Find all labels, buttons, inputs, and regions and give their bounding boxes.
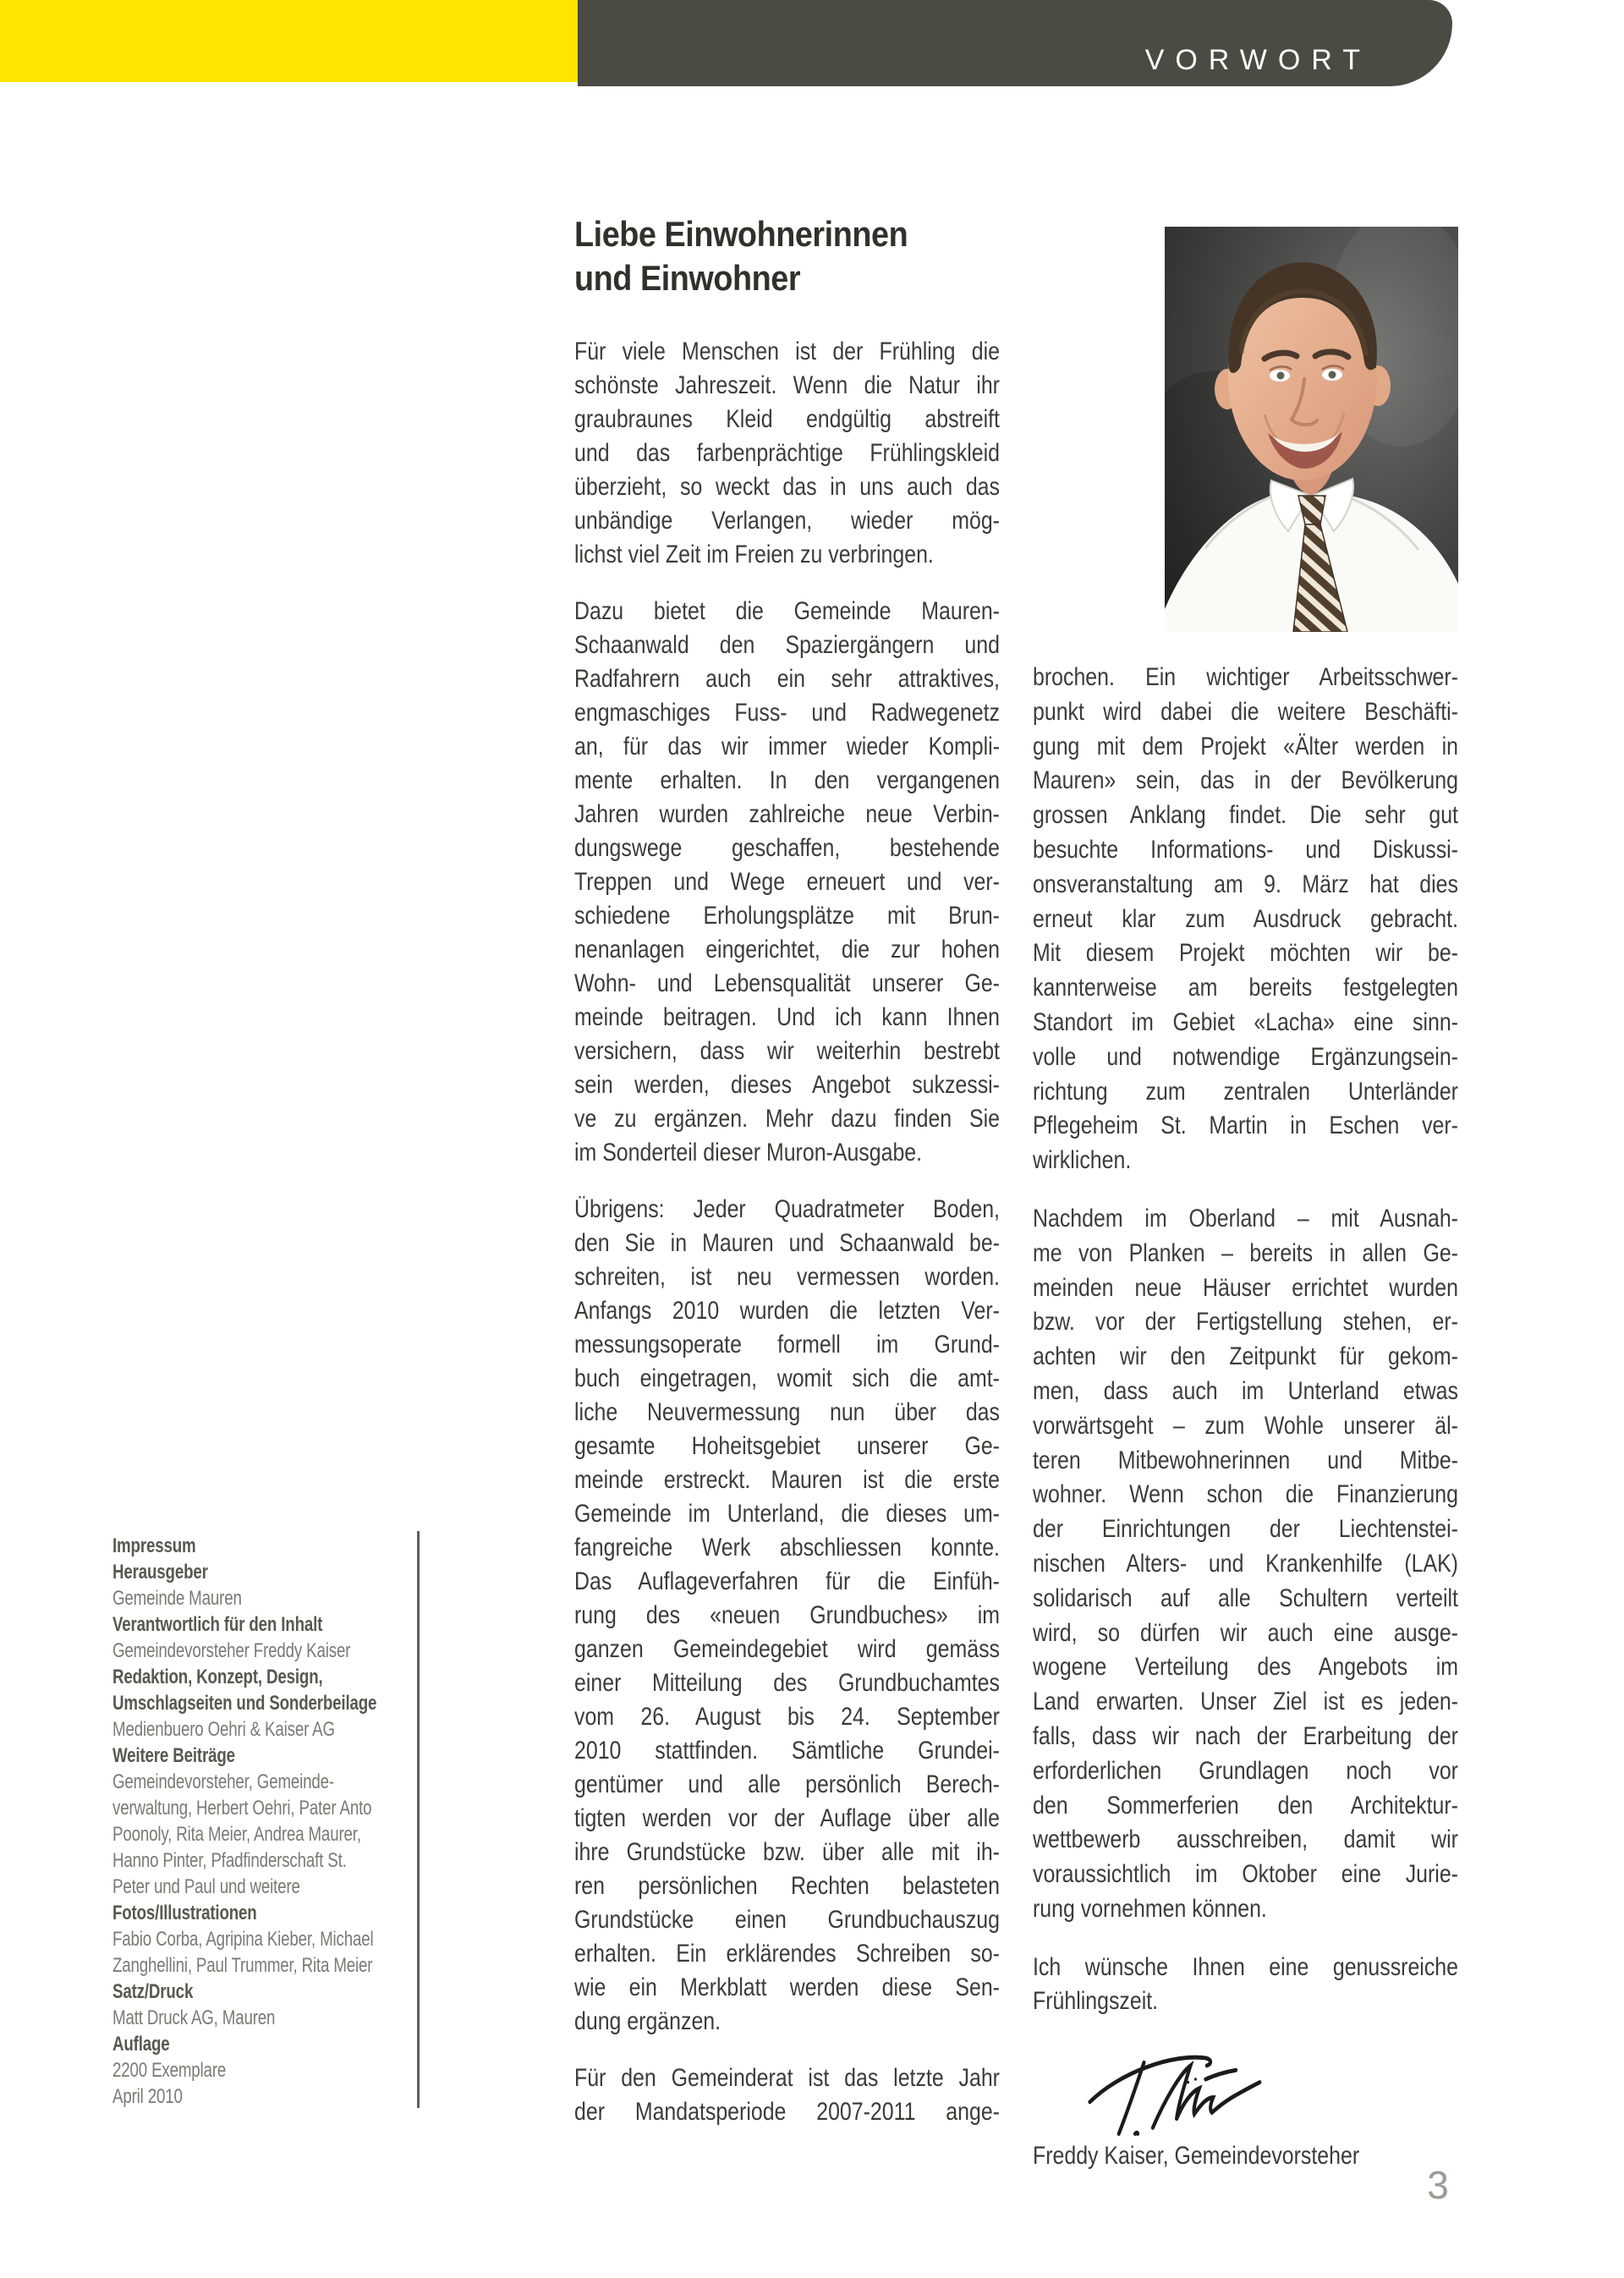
text-line: einer Mitteilung des Grundbuchamtes [574,1669,1000,1697]
impressum-label: Umschlagseiten und Sonderbeilage [112,1692,377,1715]
page-title-line-1: Liebe Einwohnerinnen [574,214,908,254]
text-line: meinde beitragen. Und ich kann Ihnen [574,1003,1000,1031]
impressum-label: Fotos/Illustrationen [112,1902,257,1924]
paragraph [574,1193,1000,2039]
signature-icon [1082,2043,1271,2138]
impressum-label: Satz/Druck [112,1980,194,2003]
text-line: gentümer und alle persönlich Berech- [574,1770,1000,1798]
text-line: dung ergänzen. [574,2007,721,2035]
byline: Freddy Kaiser, Gemeindevorsteher [1033,2142,1360,2171]
impressum-value: Peter und Paul und weitere [112,1875,300,1898]
text-line: richtung zum zentralen Unterländer [1033,1077,1458,1106]
text-line: Für den Gemeinderat ist das letzte Jahr [574,2064,1000,2092]
text-line: falls, dass wir nach der Erarbeitung der [1033,1721,1458,1750]
text-line: fangreiche Werk abschliessen konnte. [574,1534,1000,1562]
text-line: Anfangs 2010 wurden die letzten Ver- [574,1297,1000,1325]
impressum-value: Gemeindevorsteher Freddy Kaiser [112,1639,351,1662]
text-line: 2010 stattfinden. Sämtliche Grundei- [574,1737,1000,1765]
impressum-label: Verantwortlich für den Inhalt [112,1613,323,1636]
text-line: Gemeinde im Unterland, die dieses um- [574,1500,1000,1528]
text-line: ve zu ergänzen. Mehr dazu finden Sie [574,1105,1000,1133]
text-line: und das farbenprächtige Frühlingskleid [574,439,1000,467]
article-column-middle [574,335,1000,2152]
text-line: vom 26. August bis 24. September [574,1703,1000,1731]
text-line: liche Neuvermessung nun über das [574,1398,1000,1426]
impressum-label: Auflage [112,2033,170,2056]
page-title-line-2: und Einwohner [574,258,801,298]
impressum-label: Herausgeber [112,1561,208,1584]
text-line: besuchte Informations- und Diskussi- [1033,835,1458,864]
text-line: im Sonderteil dieser Muron-Ausgabe. [574,1139,923,1166]
text-line: schiedene Erholungsplätze mit Brun- [574,902,1000,930]
text-line: brochen. Ein wichtiger Arbeitsschwer- [1033,663,1458,691]
text-line: meinde erstreckt. Mauren ist die erste [574,1466,1000,1494]
page-title [574,212,908,300]
signature [1082,2043,1458,2138]
text-line: wirklichen. [1033,1146,1132,1175]
portrait-photo-illustration [1165,227,1458,632]
impressum-value: 2200 Exemplare [112,2059,227,2082]
text-line: wie ein Merkblatt werden diese Sen- [574,1973,1000,2001]
text-line: teren Mitbewohnerinnen und Mitbe- [1033,1446,1458,1474]
text-line: vorwärtsgeht – zum Wohle unserer äl- [1033,1411,1458,1440]
text-line: versichern, dass wir weiterhin bestrebt [574,1037,1000,1065]
article-column-right-paragraphs [1033,661,1458,2019]
section-header-bar [578,0,1452,86]
text-line: Radfahrern auch ein sehr attraktives, [574,665,1000,693]
text-line: der Einrichtungen der Liechtenstei- [1033,1515,1458,1544]
text-line: bzw. vor der Fertigstellung stehen, er- [1033,1308,1458,1337]
text-line: gesamte Hoheitsgebiet unserer Ge- [574,1432,1000,1460]
text-line: Frühlingszeit. [1033,1987,1159,2016]
text-line: ren persönlichen Rechten belasteten [574,1872,1000,1900]
text-line: nenanlagen eingerichtet, die zur hohen [574,936,1000,963]
impressum-value: verwaltung, Herbert Oehri, Pater Anto [112,1797,372,1820]
paragraph [574,335,1000,572]
text-line: schönste Jahreszeit. Wenn die Natur ihr [574,371,1000,399]
text-line: erneut klar zum Ausdruck gebracht. [1033,904,1458,933]
text-line: kannterweise am bereits festgelegten [1033,974,1458,1002]
text-line: Nachdem im Oberland – mit Ausnah- [1033,1204,1458,1232]
text-line: rung vornehmen können. [1033,1894,1267,1923]
yellow-accent-block [0,0,578,82]
article-column-right [1033,661,1458,2174]
impressum-value: Hanno Pinter, Pfadfinderschaft St. [112,1849,347,1872]
text-line: lichst viel Zeit im Freien zu verbringen. [574,541,934,568]
text-line: der Mandatsperiode 2007-2011 ange- [574,2098,1000,2126]
text-line: punkt wird dabei die weitere Beschäfti- [1033,697,1458,726]
text-line: Wohn- und Lebensqualität unserer Ge- [574,969,1000,997]
text-line: an, für das wir immer wieder Kompli- [574,733,1000,760]
text-line: engmaschiges Fuss- und Radwegenetz [574,699,1000,727]
impressum-value: Zanghellini, Paul Trummer, Rita Meier [112,1954,373,1977]
paragraph [1033,661,1458,1178]
text-line: ganzen Gemeindegebiet wird gemäss [574,1635,1000,1663]
text-line: Ich wünsche Ihnen eine genussreiche [1033,1952,1458,1981]
impressum-value: Fabio Corba, Agripina Kieber, Michael [112,1928,374,1951]
section-title: VORWORT [1144,44,1371,76]
text-line: ihre Grundstücke bzw. über alle mit ih- [574,1838,1000,1866]
impressum-value: Medienbuero Oehri & Kaiser AG [112,1718,335,1741]
text-line: den Sie in Mauren und Schaanwald be- [574,1229,1000,1257]
impressum-divider-line [417,1531,420,2108]
text-line: onsveranstaltung am 9. März hat dies [1033,870,1458,898]
text-line: grossen Anklang findet. Die sehr gut [1033,801,1458,830]
text-line: wird, so dürfen wir auch eine ausge- [1033,1618,1458,1647]
text-line: Treppen und Wege erneuert und ver- [574,868,1000,896]
impressum-value: Matt Druck AG, Mauren [112,2006,276,2029]
text-line: Das Auflageverfahren für die Einfüh- [574,1567,1000,1595]
text-line: me von Planken – bereits in allen Ge- [1033,1238,1458,1267]
text-line: unbändige Verlangen, wieder mög- [574,507,1000,535]
text-line: Für viele Menschen ist der Frühling die [574,338,1000,365]
paragraph [1033,1202,1458,1927]
text-line: Schaanwald den Spaziergängern und [574,631,1000,659]
text-line: Standort im Gebiet «Lacha» eine sinn- [1033,1007,1458,1036]
text-line: erforderlichen Grundlagen noch vor [1033,1756,1458,1785]
text-line: den Sommerferien den Architektur- [1033,1791,1458,1820]
portrait-photo [1165,227,1458,632]
impressum-label: Weitere Beiträge [112,1744,235,1767]
text-line: dungswege geschaffen, bestehende [574,834,1000,862]
paragraph [1033,1951,1458,2020]
text-line: graubraunes Kleid endgültig abstreift [574,405,1000,433]
text-line: Mauren» sein, das in der Bevölkerung [1033,766,1458,795]
text-line: tigten werden vor der Auflage über alle [574,1804,1000,1832]
text-line: meinden neue Häuser errichtet wurden [1033,1273,1458,1302]
impressum [112,1533,423,2110]
text-line: Pflegeheim St. Martin in Eschen ver- [1033,1112,1458,1140]
text-line: messungsoperate formell im Grund- [574,1331,1000,1359]
text-line: gung mit dem Projekt «Älter werden in [1033,732,1458,760]
text-line: wohner. Wenn schon die Finanzierung [1033,1480,1458,1509]
impressum-label: Redaktion, Konzept, Design, [112,1666,323,1688]
impressum-value: Poonoly, Rita Meier, Andrea Maurer, [112,1823,361,1846]
page-number: 3 [1427,2163,1449,2207]
text-line: überzieht, so weckt das in uns auch das [574,473,1000,501]
impressum-value: Gemeinde Mauren [112,1587,242,1610]
text-line: Grundstücke einen Grundbuchauszug [574,1906,1000,1934]
text-line: schreiten, ist neu vermessen worden. [574,1263,1000,1291]
text-line: sein werden, dieses Angebot sukzessi- [574,1071,1000,1099]
text-line: men, dass auch im Unterland etwas [1033,1376,1458,1405]
text-line: volle und notwendige Ergänzungsein- [1033,1042,1458,1071]
text-line: Jahren wurden zahlreiche neue Verbin- [574,800,1000,828]
paragraph [574,2061,1000,2129]
impressum-label: Impressum [112,1534,196,1557]
text-line: wogene Verteilung des Angebots im [1033,1653,1458,1682]
text-line: nischen Alters- und Krankenhilfe (LAK) [1033,1549,1458,1578]
text-line: Dazu bietet die Gemeinde Mauren- [574,597,1000,625]
text-line: Übrigens: Jeder Quadratmeter Boden, [574,1195,1000,1223]
text-line: mente erhalten. In den vergangenen [574,766,1000,794]
text-line: wettbewerb ausschreiben, damit wir [1033,1825,1458,1854]
text-line: solidarisch auf alle Schultern verteilt [1033,1584,1458,1612]
text-line: Land erwarten. Unser Ziel ist es jeden- [1033,1688,1458,1716]
text-line: achten wir den Zeitpunkt für gekom- [1033,1342,1458,1371]
paragraph [574,595,1000,1170]
text-line: buch eingetragen, womit sich die amt- [574,1364,1000,1392]
text-line: rung des «neuen Grundbuches» im [574,1601,1000,1629]
text-line: erhalten. Ein erklärendes Schreiben so- [574,1940,1000,1968]
text-line: voraussichtlich im Oktober eine Jurie- [1033,1860,1458,1889]
text-line: Mit diesem Projekt möchten wir be- [1033,939,1458,968]
impressum-value: April 2010 [112,2085,183,2108]
impressum-value: Gemeindevorsteher, Gemeinde- [112,1770,335,1793]
